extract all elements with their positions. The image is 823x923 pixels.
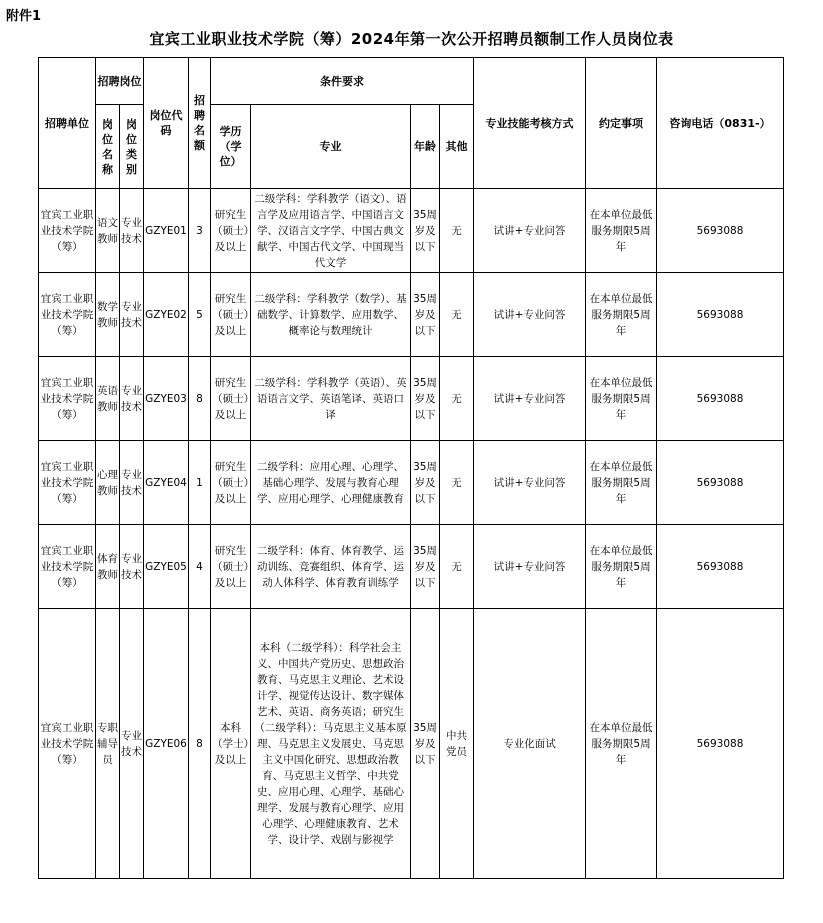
cell-post-type: 专业技术 <box>120 525 144 609</box>
col-age-header: 年龄 <box>411 105 440 189</box>
cell-other: 无 <box>440 525 474 609</box>
cell-post-name: 专职辅导员 <box>96 609 120 879</box>
cell-education: 研究生（硕士）及以上 <box>211 525 251 609</box>
cell-major: 二级学科：应用心理、心理学、基础心理学、发展与教育心理学、应用心理学、心理健康教育 <box>251 441 411 525</box>
cell-agreement: 在本单位最低服务期限5周年 <box>586 357 657 441</box>
col-code-header: 岗位代码 <box>144 58 189 189</box>
cell-code: GZYE03 <box>144 357 189 441</box>
cell-assessment: 专业化面试 <box>474 609 586 879</box>
page-title: 宜宾工业职业技术学院（筹）2024年第一次公开招聘员额制工作人员岗位表 <box>149 30 674 48</box>
job-table <box>38 57 784 879</box>
col-major-header: 专业 <box>251 105 411 189</box>
col-agreement-header: 约定事项 <box>586 58 657 189</box>
table-row <box>39 609 784 879</box>
cell-assessment: 试讲+专业问答 <box>474 441 586 525</box>
cell-education: 本科（学士）及以上 <box>211 609 251 879</box>
table-row <box>39 525 784 609</box>
header-row-1 <box>39 58 784 105</box>
col-phone-header: 咨询电话（0831-） <box>657 58 784 189</box>
cell-code: GZYE01 <box>144 189 189 273</box>
cell-education: 研究生（硕士）及以上 <box>211 189 251 273</box>
cell-major: 本科（二级学科）：科学社会主义、中国共产党历史、思想政治教育、马克思主义理论、艺术设计学、视觉传达设计、数字媒体艺术、英语、商务英语；研究生（二级学科）：马克思主义基本原理、马克思主义发展史、马克思主义中国化研究、思想政治教育、马克思主义哲学、中共党史、应用心理、心理学、基础心理学、发展与教育心理学、应用心理学、心理健康教育、艺术学、设计学、戏剧与影视学 <box>251 609 411 879</box>
cell-assessment: 试讲+专业问答 <box>474 189 586 273</box>
cell-education: 研究生（硕士）及以上 <box>211 357 251 441</box>
cell-other: 中共党员 <box>440 609 474 879</box>
table-row <box>39 441 784 525</box>
cell-post-name: 体育教师 <box>96 525 120 609</box>
cell-agreement: 在本单位最低服务期限5周年 <box>586 189 657 273</box>
cell-age: 35周岁及以下 <box>411 525 440 609</box>
cell-assessment: 试讲+专业问答 <box>474 525 586 609</box>
cell-unit: 宜宾工业职业技术学院（筹） <box>39 609 96 879</box>
cell-age: 35周岁及以下 <box>411 273 440 357</box>
cell-post-type: 专业技术 <box>120 609 144 879</box>
cell-other: 无 <box>440 441 474 525</box>
cell-post-type: 专业技术 <box>120 273 144 357</box>
cell-quota: 5 <box>189 273 211 357</box>
cell-phone: 5693088 <box>657 273 784 357</box>
cell-code: GZYE02 <box>144 273 189 357</box>
col-post-group-header: 招聘岗位 <box>96 58 144 105</box>
table-row <box>39 273 784 357</box>
cell-education: 研究生（硕士）及以上 <box>211 441 251 525</box>
cell-phone: 5693088 <box>657 441 784 525</box>
cell-age: 35周岁及以下 <box>411 609 440 879</box>
cell-quota: 8 <box>189 609 211 879</box>
cell-code: GZYE05 <box>144 525 189 609</box>
cell-phone: 5693088 <box>657 525 784 609</box>
col-conditions-header: 条件要求 <box>211 58 474 105</box>
cell-agreement: 在本单位最低服务期限5周年 <box>586 525 657 609</box>
cell-phone: 5693088 <box>657 609 784 879</box>
cell-quota: 8 <box>189 357 211 441</box>
cell-age: 35周岁及以下 <box>411 357 440 441</box>
cell-unit: 宜宾工业职业技术学院（筹） <box>39 189 96 273</box>
cell-phone: 5693088 <box>657 357 784 441</box>
col-quota-header: 招聘名额 <box>189 58 211 189</box>
cell-major: 二级学科：体育、体育教学、运动训练、竞赛组织、体育学、运动人体科学、体育教育训练学 <box>251 525 411 609</box>
cell-post-name: 语文教师 <box>96 189 120 273</box>
cell-other: 无 <box>440 357 474 441</box>
cell-post-name: 心理教师 <box>96 441 120 525</box>
cell-assessment: 试讲+专业问答 <box>474 357 586 441</box>
cell-agreement: 在本单位最低服务期限5周年 <box>586 441 657 525</box>
cell-assessment: 试讲+专业问答 <box>474 273 586 357</box>
cell-education: 研究生（硕士）及以上 <box>211 273 251 357</box>
cell-code: GZYE06 <box>144 609 189 879</box>
cell-unit: 宜宾工业职业技术学院（筹） <box>39 441 96 525</box>
col-education-header: 学历（学位） <box>211 105 251 189</box>
cell-phone: 5693088 <box>657 189 784 273</box>
cell-quota: 3 <box>189 189 211 273</box>
cell-quota: 1 <box>189 441 211 525</box>
cell-agreement: 在本单位最低服务期限5周年 <box>586 273 657 357</box>
cell-post-type: 专业技术 <box>120 357 144 441</box>
table-row <box>39 357 784 441</box>
col-other-header: 其他 <box>440 105 474 189</box>
col-post-name-header: 岗位名称 <box>96 105 120 189</box>
cell-post-type: 专业技术 <box>120 441 144 525</box>
col-post-type-header: 岗位类别 <box>120 105 144 189</box>
cell-age: 35周岁及以下 <box>411 189 440 273</box>
cell-unit: 宜宾工业职业技术学院（筹） <box>39 357 96 441</box>
cell-post-name: 英语教师 <box>96 357 120 441</box>
cell-unit: 宜宾工业职业技术学院（筹） <box>39 525 96 609</box>
cell-agreement: 在本单位最低服务期限5周年 <box>586 609 657 879</box>
cell-post-type: 专业技术 <box>120 189 144 273</box>
cell-major: 二级学科：学科教学（语文）、语言学及应用语言学、中国语言文学、汉语言文字学、中国古典文献学、中国古代文学、中国现当代文学 <box>251 189 411 273</box>
cell-post-name: 数学教师 <box>96 273 120 357</box>
cell-major: 二级学科：学科教学（数学）、基础数学、计算数学、应用数学、概率论与数理统计 <box>251 273 411 357</box>
cell-other: 无 <box>440 273 474 357</box>
cell-code: GZYE04 <box>144 441 189 525</box>
cell-quota: 4 <box>189 525 211 609</box>
col-unit-header: 招聘单位 <box>39 58 96 189</box>
col-assessment-header: 专业技能考核方式 <box>474 58 586 189</box>
cell-other: 无 <box>440 189 474 273</box>
table-row <box>39 189 784 273</box>
cell-age: 35周岁及以下 <box>411 441 440 525</box>
cell-unit: 宜宾工业职业技术学院（筹） <box>39 273 96 357</box>
attachment-label: 附件1 <box>6 9 42 24</box>
cell-major: 二级学科：学科教学（英语）、英语语言文学、英语笔译、英语口译 <box>251 357 411 441</box>
